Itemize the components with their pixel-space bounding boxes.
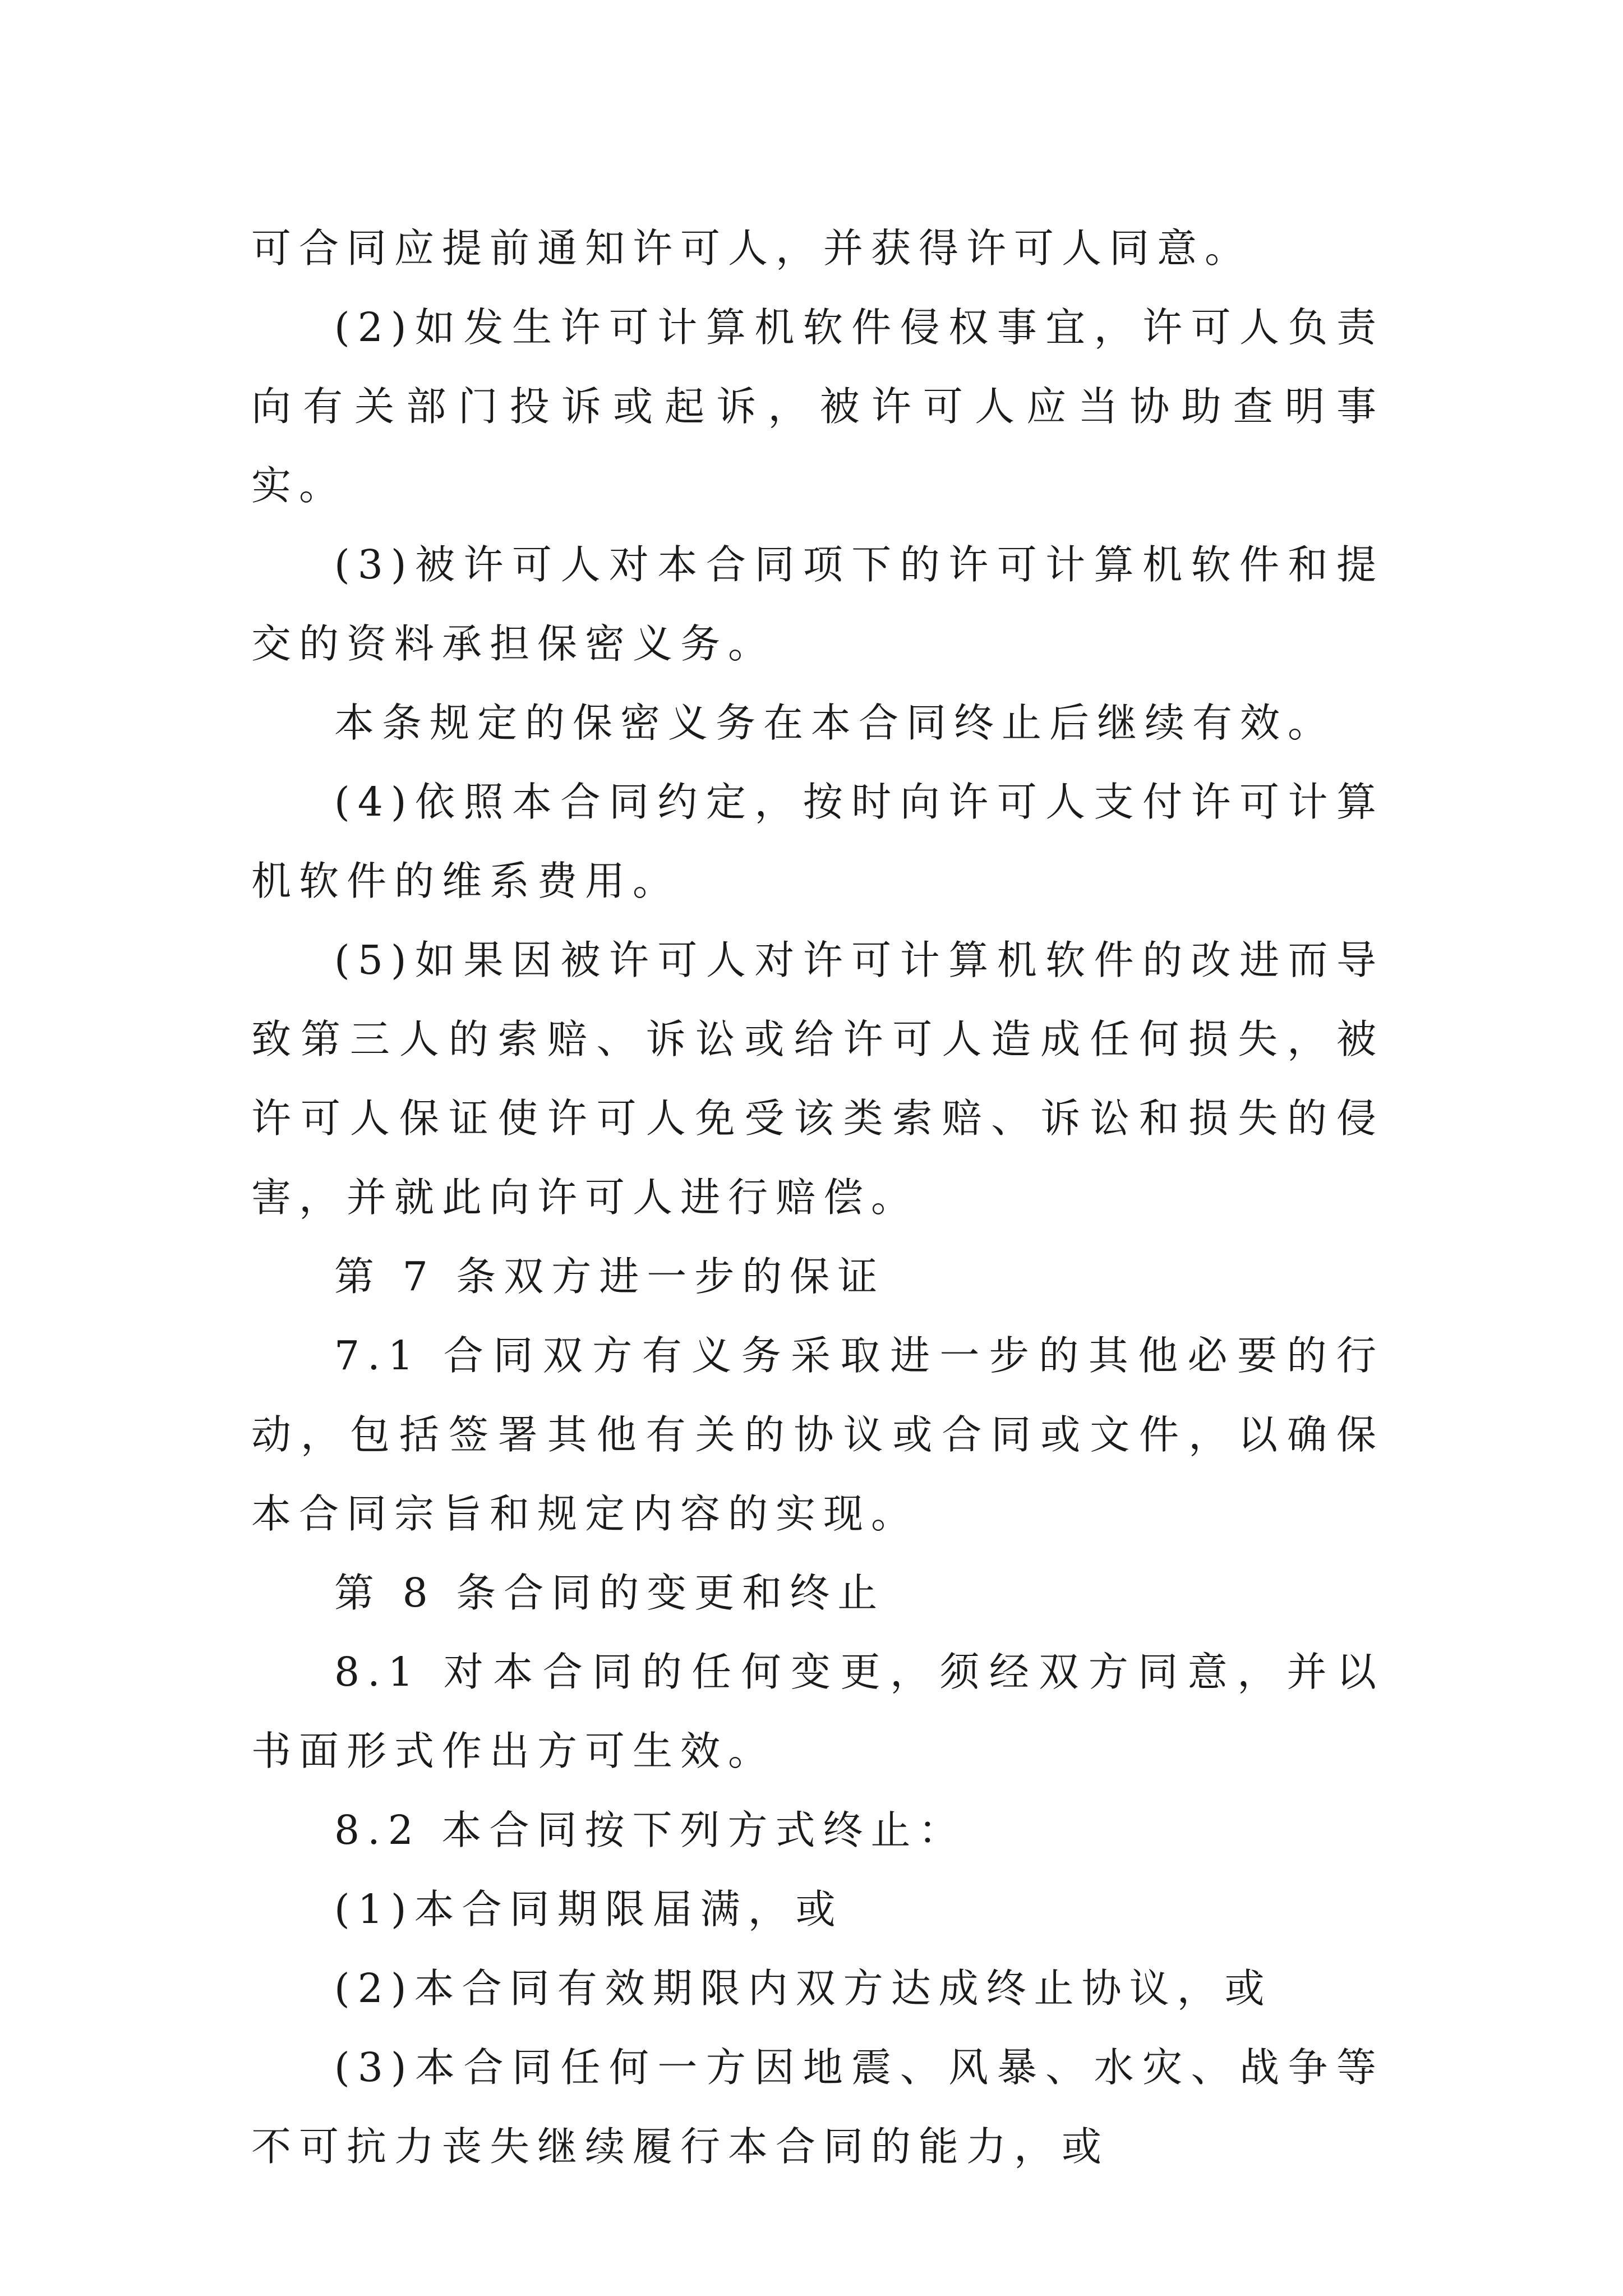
document-body bbox=[251, 209, 1384, 2186]
paragraph-confidentiality: (3)被许可人对本合同项下的许可计算机软件和提交的资料承担保密义务。 bbox=[251, 541, 1384, 667]
paragraph-indemnity: (5)如果因被许可人对许可计算机软件的改进而导致第三人的索赔、诉讼或给许可人造成任何损失，被许可人保证使许可人免受该类索赔、诉讼和损失的侵害，并就此向许可人进行赔偿。 bbox=[251, 937, 1384, 1221]
termination-item-2: (2)本合同有效期限内双方达成终止协议，或 bbox=[334, 1965, 1272, 2012]
article-8-heading: 第 8 条合同的变更和终止 bbox=[334, 1570, 886, 1616]
termination-item-3: (3)本合同任何一方因地震、风暴、水灾、战争等不可抗力丧失继续履行本合同的能力，或 bbox=[251, 2044, 1384, 2170]
paragraph-confidentiality-survival: 本条规定的保密义务在本合同终止后继续有效。 bbox=[334, 700, 1336, 746]
clause-7-1: 7.1 合同双方有义务采取进一步的其他必要的行动，包括签署其他有关的协议或合同或文件，以确保本合同宗旨和规定内容的实现。 bbox=[251, 1332, 1384, 1537]
clause-8-2: 8.2 本合同按下列方式终止： bbox=[334, 1807, 966, 1853]
article-7-heading: 第 7 条双方进一步的保证 bbox=[334, 1253, 886, 1300]
paragraph-maintenance-fee: (4)依照本合同约定，按时向许可人支付许可计算机软件的维系费用。 bbox=[251, 779, 1384, 904]
paragraph-continuation: 可合同应提前通知许可人，并获得许可人同意。 bbox=[251, 225, 1253, 272]
paragraph-infringement: (2)如发生许可计算机软件侵权事宜，许可人负责向有关部门投诉或起诉，被许可人应当协助查明事实。 bbox=[251, 304, 1384, 509]
clause-8-1: 8.1 对本合同的任何变更，须经双方同意，并以书面形式作出方可生效。 bbox=[251, 1649, 1384, 1774]
termination-item-1: (1)本合同期限届满，或 bbox=[334, 1886, 843, 1932]
